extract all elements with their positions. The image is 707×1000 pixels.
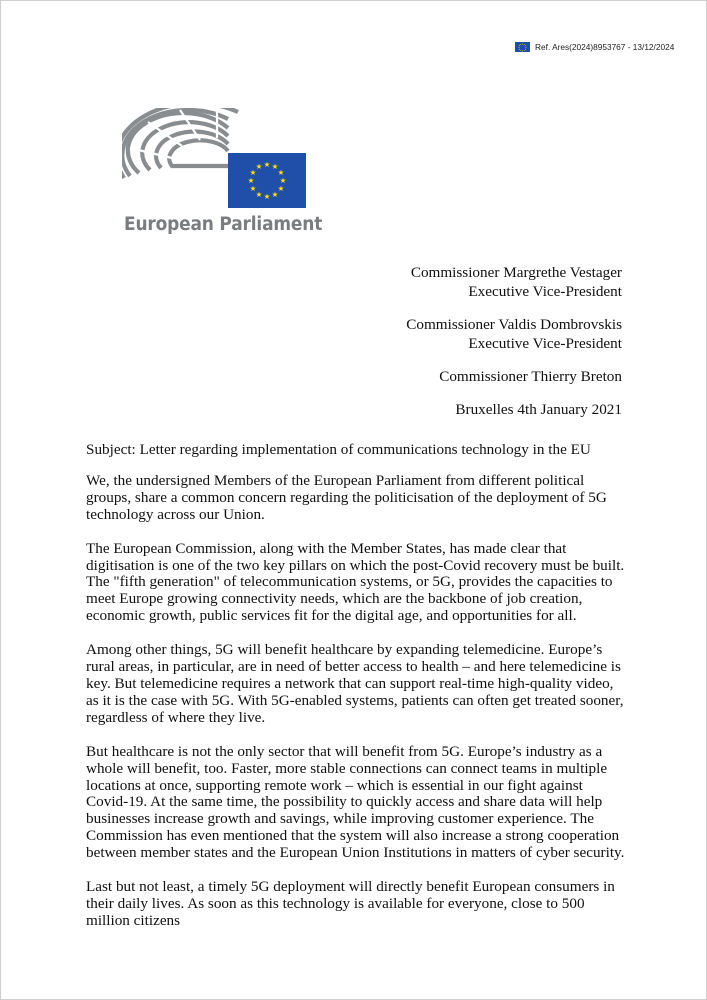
eu-flag-icon [515, 42, 530, 52]
letter-subject: Subject: Letter regarding implementation of communications technology in the EU [86, 441, 591, 458]
body-paragraph: Last but not least, a timely 5G deployment will directly benefit European consumers in their daily lives. As soon as this technology is available for everyone, close to 500 million citizens [86, 878, 615, 929]
svg-text:★: ★ [279, 176, 287, 185]
letter-date: Bruxelles 4th January 2021 [455, 401, 622, 418]
body-paragraph: The European Commission, along with the Member States, has made clear that digitisation is one of the two key pillars on which the post-Covid recovery must be built. The "fifth generation" of telecommunication systems, or 5G, provides the capacities to meet Europe growing connectivity needs, which are the backbone of job creation, economic growth, public services fit for the digital age, and opportunities for all. [86, 539, 625, 625]
body-paragraph: We, the undersigned Members of the European Parliament from different political groups, share a common concern regarding the politicisation of the deployment of 5G technology across our Union. [86, 471, 607, 523]
svg-text:★: ★ [255, 190, 263, 199]
body-paragraph: Among other things, 5G will benefit healthcare by expanding telemedicine. Europe’s rural areas, in particular, are in need of better access to health – and here telemedicine is key. But telemedicine requires a network that can support real-time high-quality video, as it is the case with 5G. With 5G-enabled systems, patients can often get treated sooner, regardless of where they live. [86, 641, 624, 726]
svg-text:★: ★ [255, 162, 263, 171]
recipient-dombrovskis [406, 315, 622, 353]
svg-text:★: ★ [263, 192, 271, 201]
recipient-vestager [406, 263, 622, 301]
recipients-block [406, 263, 622, 433]
reference-stamp [515, 42, 674, 52]
svg-text:★: ★ [249, 168, 257, 177]
svg-text:★: ★ [271, 190, 279, 199]
letter-body [86, 442, 626, 947]
recipient-title: Executive Vice-President [468, 283, 622, 300]
logo-wordmark: European Parliament [124, 214, 323, 235]
recipient-name: Commissioner Valdis Dombrovskis [406, 316, 622, 333]
body-paragraph: But healthcare is not the only sector that will benefit from 5G. Europe’s industry as a whole will benefit, too. Faster, more stable connections can connect teams in multiple locations at once, supporting remote work – which is essential in our fight against Covid-19. At the same time, the possibility to quickly access and share data will help businesses increase growth and savings, while improving customer experience. The Commission has even mentioned that the system will also increase a strong cooperation between member states and the European Union Institutions in matters of cyber security. [86, 742, 625, 862]
svg-text:★: ★ [277, 168, 285, 177]
recipient-name: Commissioner Margrethe Vestager [410, 264, 622, 281]
svg-text:★: ★ [249, 184, 257, 193]
reference-text: Ref. Ares(2024)8953767 - 13/12/2024 [535, 42, 675, 52]
svg-text:★: ★ [271, 162, 279, 171]
recipient-name: Commissioner Thierry Breton [439, 368, 622, 385]
european-parliament-logo [122, 108, 323, 243]
recipient-breton [406, 367, 622, 386]
svg-text:★: ★ [263, 160, 271, 169]
recipient-title: Executive Vice-President [468, 335, 622, 352]
svg-text:★: ★ [247, 176, 255, 185]
svg-text:★: ★ [277, 184, 285, 193]
hemicycle-logo-icon [122, 108, 312, 213]
